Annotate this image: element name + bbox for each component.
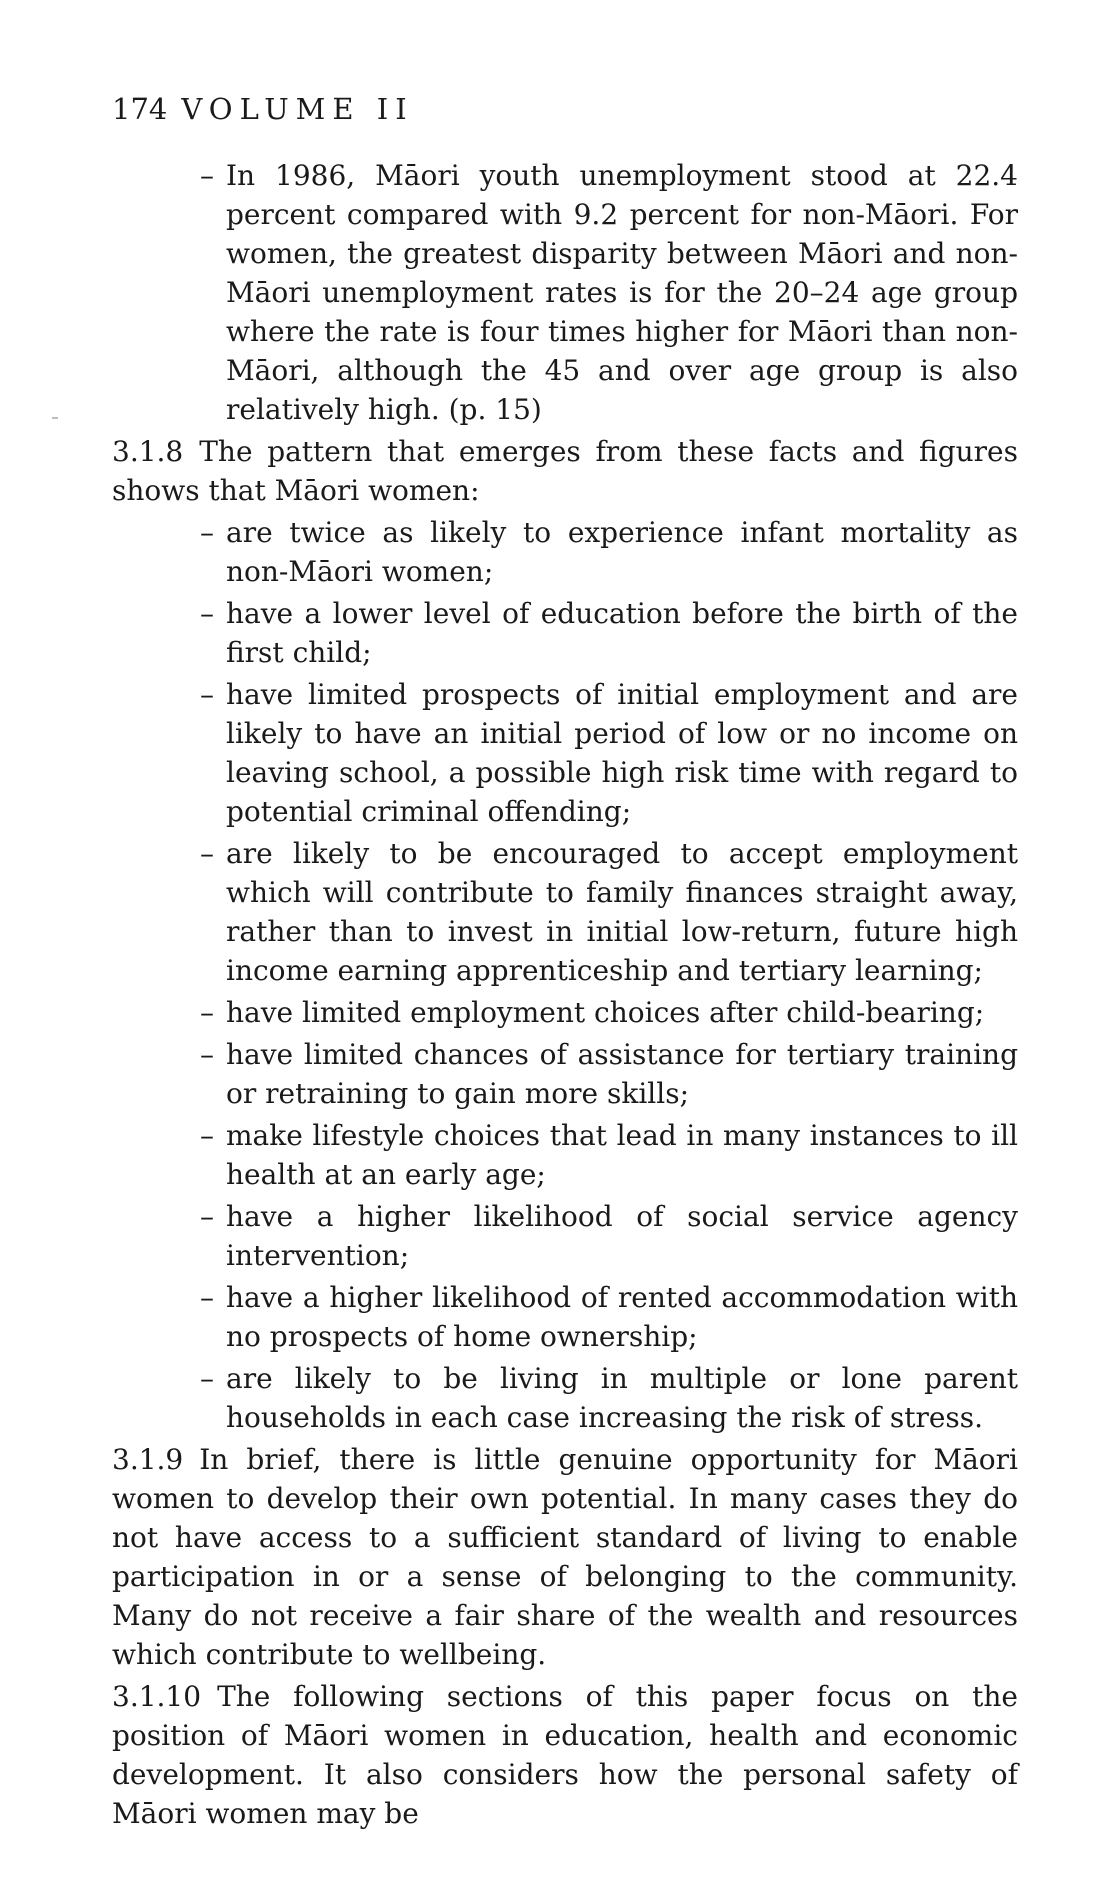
bullet-dash: – <box>200 1281 214 1314</box>
list-item-text: make lifestyle choices that lead in many instances to ill health at an early age; <box>226 1119 1018 1191</box>
bullet-dash: – <box>200 996 214 1029</box>
list-item-text: are likely to be living in multiple or lone parent households in each case increasing the risk of stress. <box>226 1362 1018 1434</box>
paragraph-number: 3.1.10 <box>112 1680 202 1713</box>
bullet-dash: – <box>200 678 214 711</box>
bullet-dash: – <box>200 1200 214 1233</box>
list-item-text: have limited employment choices after child-bearing; <box>226 996 985 1029</box>
list-item-text: have limited prospects of initial employment and are likely to have an initial period of low or no income on leaving school, a possible high risk time with regard to potential criminal offending; <box>226 678 1018 828</box>
paragraph-3-1-8 <box>112 432 1018 510</box>
running-head <box>112 92 414 126</box>
margin-mark <box>52 417 58 419</box>
list-item-text: have limited chances of assistance for tertiary training or retraining to gain more skills; <box>226 1038 1018 1110</box>
paragraph-text: The pattern that emerges from these facts and figures shows that Māori women: <box>112 435 1018 507</box>
list-item <box>200 1197 1018 1275</box>
paragraph-number: 3.1.9 <box>112 1443 184 1476</box>
volume-label: VOLUME II <box>181 92 414 126</box>
list-item-text: have a higher likelihood of rented accommodation with no prospects of home ownership; <box>226 1281 1018 1353</box>
list-item-text: have a lower level of education before the birth of the first child; <box>226 597 1018 669</box>
list-item <box>200 1035 1018 1113</box>
bullet-dash: – <box>200 516 214 549</box>
paragraph-number: 3.1.8 <box>112 435 184 468</box>
list-item <box>200 594 1018 672</box>
bullet-dash: – <box>200 1362 214 1395</box>
list-item <box>200 1359 1018 1437</box>
intro-bullet-text: In 1986, Māori youth unemployment stood at 22.4 percent compared with 9.2 percent for non-Māori. For women, the greatest disparity between Māori and non-Māori unemployment rates is for the 20–24 age group where the rate is four times higher for Māori than non-Māori, although the 45 and over age group is also relatively high. (p. 15) <box>226 159 1018 426</box>
list-item <box>200 675 1018 831</box>
list-item <box>200 513 1018 591</box>
page-number: 174 <box>112 92 168 126</box>
bullet-dash: – <box>200 159 214 192</box>
list-item <box>200 993 1018 1032</box>
bullet-list-3-1-8 <box>112 513 1018 1437</box>
list-item <box>200 1116 1018 1194</box>
list-item-text: are likely to be encouraged to accept employment which will contribute to family finances straight away, rather than to invest in initial low-return, future high income earning apprenticeship and tertiary learning; <box>226 837 1018 987</box>
paragraph-text: The following sections of this paper focus on the position of Māori women in education, health and economic development. It also considers how the personal safety of Māori women may be <box>112 1680 1018 1830</box>
bullet-dash: – <box>200 1038 214 1071</box>
body-text <box>112 156 1018 1836</box>
list-item <box>200 834 1018 990</box>
bullet-dash: – <box>200 837 214 870</box>
list-item-text: have a higher likelihood of social service agency intervention; <box>226 1200 1018 1272</box>
bullet-dash: – <box>200 1119 214 1152</box>
paragraph-3-1-9 <box>112 1440 1018 1674</box>
list-item-text: are twice as likely to experience infant mortality as non-Māori women; <box>226 516 1018 588</box>
list-item <box>200 1278 1018 1356</box>
bullet-dash: – <box>200 597 214 630</box>
paragraph-text: In brief, there is little genuine opportunity for Māori women to develop their own potential. In many cases they do not have access to a sufficient standard of living to enable participation in or a sense of belonging to the community. Many do not receive a fair share of the wealth and resources which contribute to wellbeing. <box>112 1443 1018 1671</box>
paragraph-3-1-10 <box>112 1677 1018 1833</box>
intro-bullet <box>200 156 1018 429</box>
